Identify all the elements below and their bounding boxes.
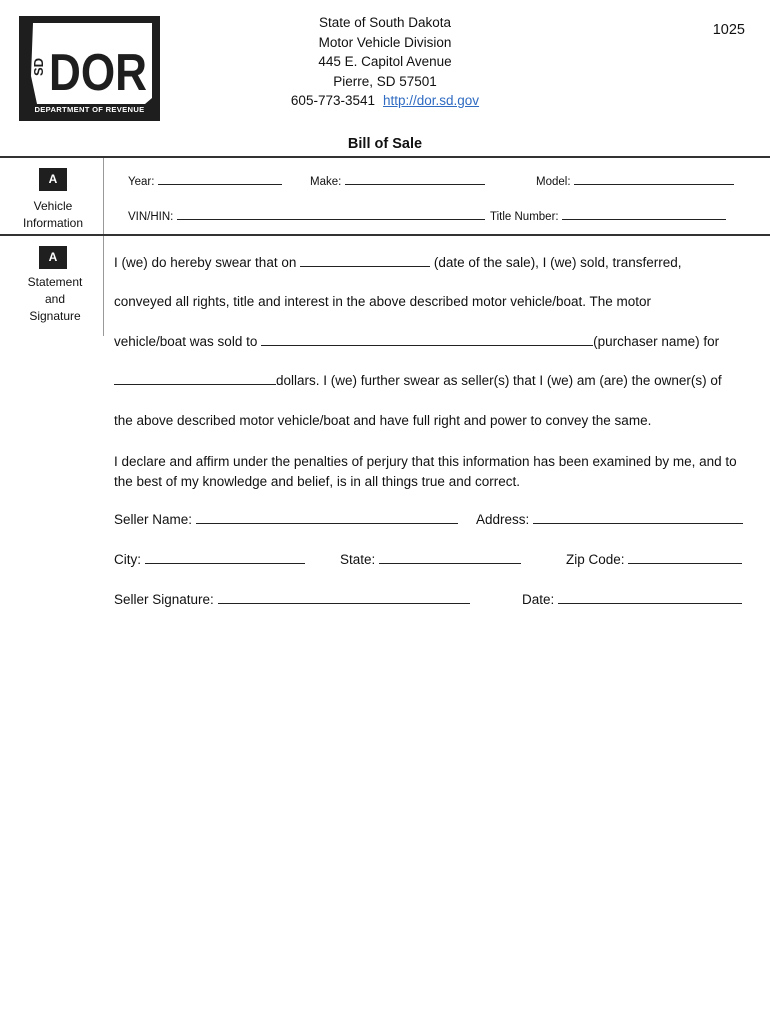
date-field (522, 592, 752, 607)
document-title: Bill of Sale (347, 136, 423, 152)
agency-address (250, 13, 520, 111)
state-input[interactable] (379, 552, 521, 564)
agency-line-division: Motor Vehicle Division (318, 34, 452, 50)
sale-date-input[interactable] (300, 255, 430, 267)
section-divider-top (0, 156, 770, 158)
seller-signature-label: Seller Signature: (114, 592, 214, 607)
vehicle-label-line1: Vehicle (33, 199, 73, 213)
dor-logo (19, 16, 160, 121)
logo-wordmark: DOR (49, 44, 147, 102)
state-field (340, 552, 540, 567)
address-input[interactable] (533, 512, 743, 524)
agency-phone: 605-773-3541 (290, 93, 375, 108)
statement-line-1-end: (date of the sale), I (we) sold, transferred, (433, 255, 682, 270)
model-field (536, 174, 734, 188)
statement-line-3-end: (purchaser name) for (593, 334, 720, 349)
seller-signature-input[interactable] (218, 592, 470, 604)
statement-line-3-start: vehicle/boat was sold to (114, 334, 258, 349)
year-field (128, 174, 282, 188)
address-field (476, 512, 746, 527)
seller-name-input[interactable] (196, 512, 458, 524)
logo-subtitle: DEPARTMENT OF REVENUE (34, 105, 145, 114)
vin-label: VIN/HIN: (128, 211, 174, 223)
statement-line-3 (114, 334, 744, 349)
form-number: 1025 (712, 22, 745, 38)
statement-line-4-text: dollars. I (we) further swear as seller(s) that I (we) am (are) the owner(s) of (276, 373, 722, 388)
vehicle-label-line2: Information (22, 216, 84, 230)
statement-label-line3: Signature (29, 309, 81, 323)
vin-input[interactable] (177, 209, 485, 220)
vin-field (128, 209, 485, 223)
zip-field (566, 552, 756, 567)
title-number-label: Title Number: (490, 211, 559, 223)
vehicle-section-sidebar-divider (103, 158, 104, 234)
statement-line-1-start: I (we) do hereby swear that on (114, 255, 297, 270)
date-input[interactable] (558, 592, 742, 604)
make-input[interactable] (345, 174, 485, 185)
zip-input[interactable] (628, 552, 742, 564)
make-label: Make: (310, 176, 342, 188)
model-label: Model: (536, 176, 571, 188)
statement-section-badge: A (39, 246, 67, 269)
statement-line-2: conveyed all rights, title and interest in the above described motor vehicle/boat. The motor (114, 294, 652, 309)
agency-contact-line (250, 91, 520, 111)
address-label: Address: (476, 512, 530, 527)
sale-amount-input[interactable] (114, 373, 276, 385)
city-input[interactable] (145, 552, 305, 564)
year-label: Year: (128, 176, 155, 188)
logo-state-abbr: SD (31, 57, 46, 76)
zip-label: Zip Code: (566, 552, 625, 567)
make-field (310, 174, 485, 188)
vehicle-section-label (3, 198, 103, 232)
statement-label-line1: Statement (27, 275, 83, 289)
statement-line-5: the above described motor vehicle/boat and have full right and power to convey the same. (114, 413, 652, 428)
agency-line-state: State of South Dakota (318, 15, 452, 30)
state-label: State: (340, 552, 376, 567)
purchaser-name-input[interactable] (261, 334, 593, 346)
agency-website-link[interactable]: http://dor.sd.gov (383, 93, 480, 108)
title-number-input[interactable] (562, 209, 726, 220)
statement-label-line2: and (44, 292, 66, 306)
seller-name-label: Seller Name: (114, 512, 193, 527)
perjury-declaration: I declare and affirm under the penalties of perjury that this information has been examined by me, and to the best of my knowledge and belief, is in all things true and correct. (114, 454, 737, 489)
city-label: City: (114, 552, 141, 567)
date-label: Date: (522, 592, 555, 607)
title-number-field (490, 209, 726, 223)
agency-line-city: Pierre, SD 57501 (333, 73, 437, 89)
agency-line-street: 445 E. Capitol Avenue (318, 54, 452, 69)
statement-line-4 (114, 373, 744, 388)
statement-line-1 (114, 255, 744, 270)
section-divider-middle (0, 234, 770, 236)
statement-section-label (5, 274, 105, 325)
model-input[interactable] (574, 174, 734, 185)
year-input[interactable] (158, 174, 282, 185)
vehicle-section-badge: A (39, 168, 67, 191)
